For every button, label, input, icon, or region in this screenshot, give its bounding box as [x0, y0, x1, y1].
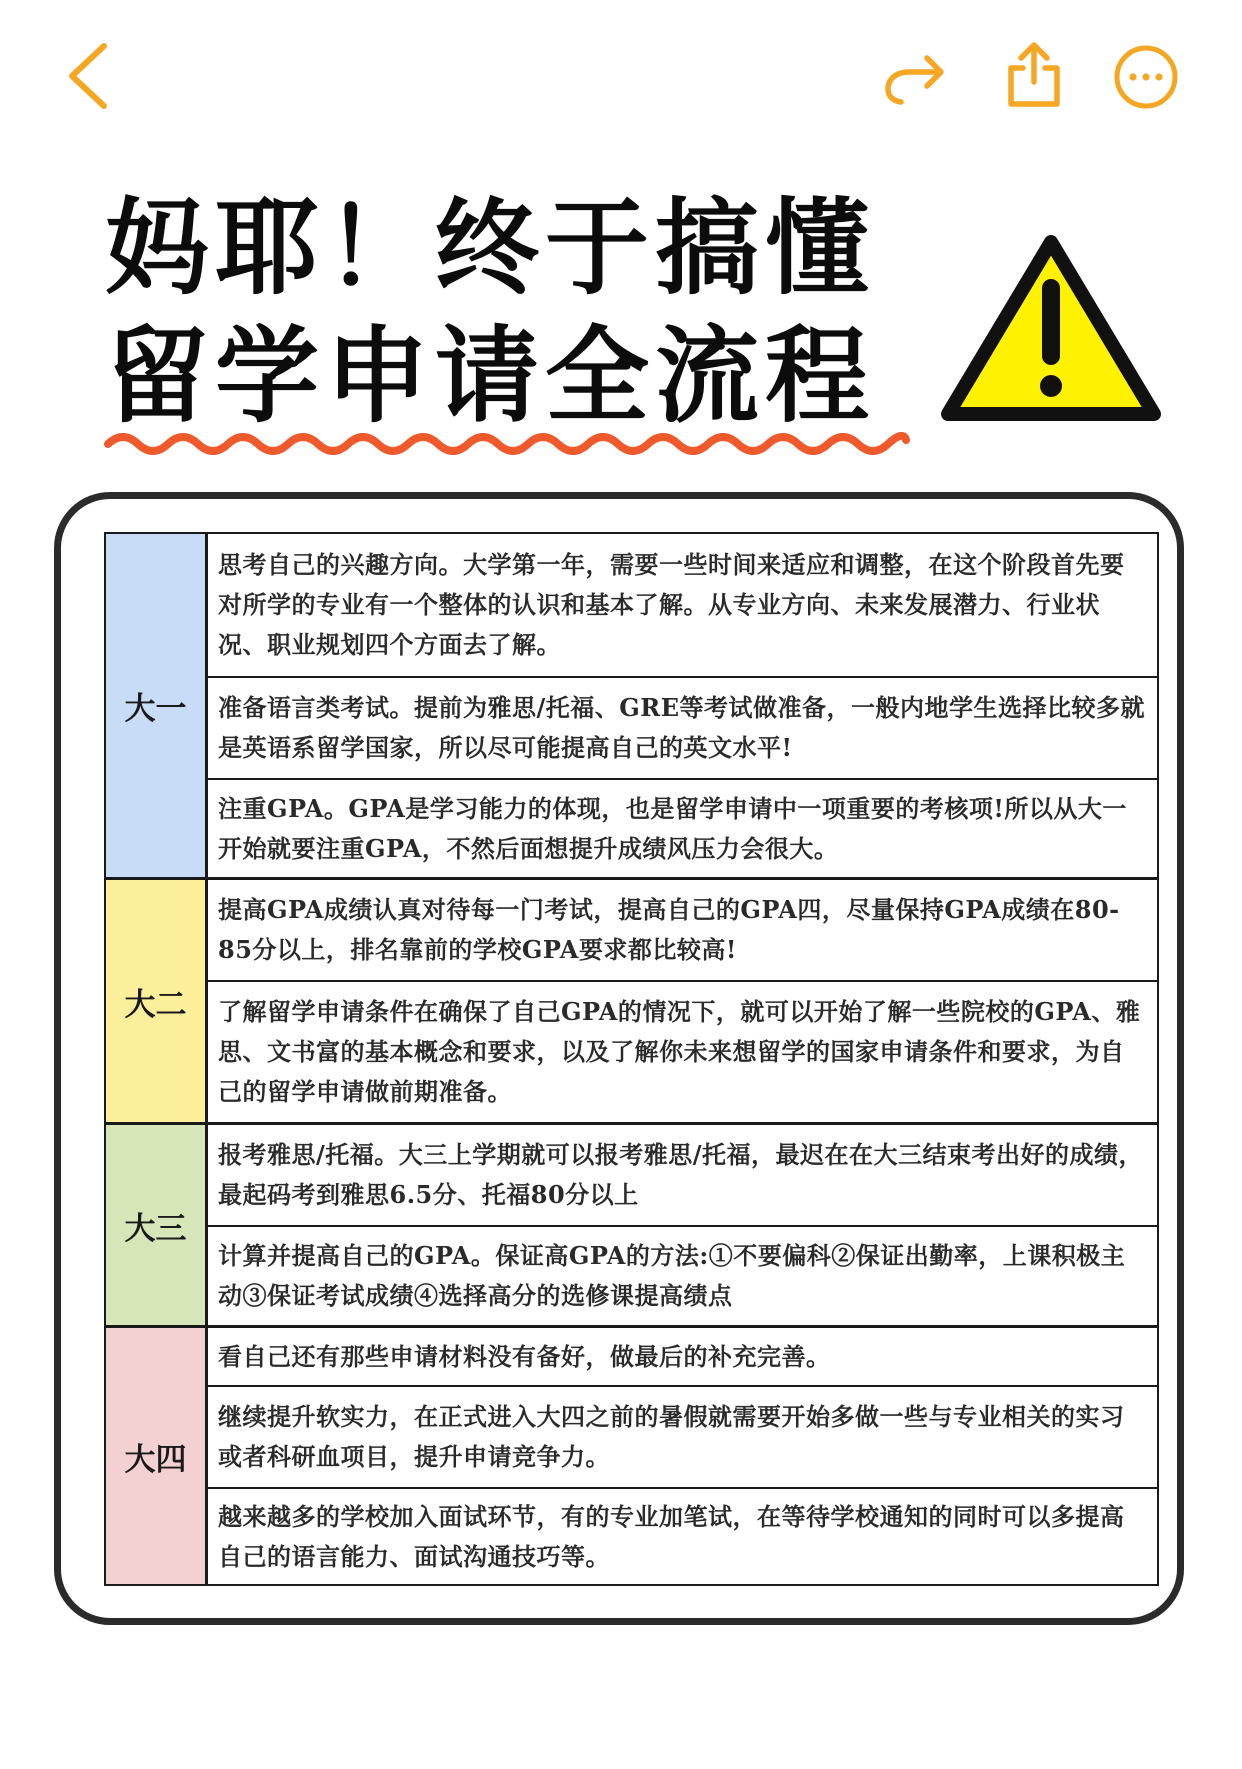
year-group-4	[106, 1328, 1157, 1584]
chevron-left-icon[interactable]	[62, 40, 114, 112]
table-row	[208, 678, 1157, 780]
table-row	[208, 1387, 1157, 1489]
wavy-underline	[104, 426, 910, 462]
table-row	[208, 780, 1157, 877]
upload-icon[interactable]	[1003, 40, 1065, 110]
row-text: 注重GPA。GPA是学习能力的体现，也是留学申请中一项重要的考核项!所以从大一开始就要注重GPA，不然后面想提升成绩风压力会很大。	[218, 793, 1127, 863]
year-group-2	[106, 880, 1157, 1125]
year-label: 大四	[106, 1328, 208, 1584]
table-row	[208, 1489, 1157, 1584]
year-label: 大一	[106, 534, 208, 877]
row-text: 准备语言类考试。提前为雅思/托福、GRE等考试做准备，一般内地学生选择比较多就是英语系留学国家，所以尽可能提高自己的英文水平!	[218, 693, 1145, 762]
more-dots-icon[interactable]	[1113, 44, 1179, 110]
row-text: 提高GPA成绩认真对待每一门考试，提高自己的GPA四，尽量保持GPA成绩在80-85分以上，排名靠前的学校GPA要求都比较高!	[218, 895, 1120, 964]
table-row	[208, 982, 1157, 1122]
timeline-table	[104, 532, 1159, 1586]
table-row	[208, 1125, 1157, 1227]
table-row	[208, 880, 1157, 982]
year-items	[208, 534, 1157, 877]
row-text: 看自己还有那些申请材料没有备好，做最后的补充完善。	[218, 1341, 831, 1371]
share-arrow-icon[interactable]	[883, 48, 945, 106]
row-text: 计算并提高自己的GPA。保证高GPA的方法:①不要偏科②保证出勤率，上课积极主动③保证考试成绩④选择高分的选修课提高绩点	[218, 1241, 1126, 1310]
page-title-line-2: 留学申请全流程	[105, 315, 876, 437]
year-items	[208, 1125, 1157, 1325]
row-text: 思考自己的兴趣方向。大学第一年，需要一些时间来适应和调整，在这个阶段首先要对所学的专业有一个整体的认识和基本了解。从专业方向、未来发展潜力、行业状况、职业规划四个方面去了解。	[218, 550, 1125, 659]
year-label: 大三	[106, 1125, 208, 1325]
table-row	[208, 1328, 1157, 1387]
table-row	[208, 1227, 1157, 1325]
row-text: 继续提升软实力，在正式进入大四之前的暑假就需要开始多做一些与专业相关的实习或者科研血项目，提升申请竞争力。	[218, 1402, 1125, 1471]
row-text: 了解留学申请条件在确保了自己GPA的情况下，就可以开始了解一些院校的GPA、雅思、文书富的基本概念和要求，以及了解你未来想留学的国家申请条件和要求，为自己的留学申请做前期准备。	[218, 997, 1141, 1106]
year-label: 大二	[106, 880, 208, 1122]
warning-sign-icon	[936, 228, 1166, 428]
page-title-line-1: 妈耶！终于搞懂	[105, 187, 876, 309]
year-group-3	[106, 1125, 1157, 1328]
table-row	[208, 534, 1157, 678]
year-items	[208, 1328, 1157, 1584]
year-group-1	[106, 534, 1157, 880]
year-items	[208, 880, 1157, 1122]
row-text: 越来越多的学校加入面试环节，有的专业加笔试，在等待学校通知的同时可以多提高自己的语言能力、面试沟通技巧等。	[218, 1501, 1125, 1571]
row-text: 报考雅思/托福。大三上学期就可以报考雅思/托福，最迟在在大三结束考出好的成绩，最起码考到雅思6.5分、托福80分以上	[218, 1140, 1144, 1209]
